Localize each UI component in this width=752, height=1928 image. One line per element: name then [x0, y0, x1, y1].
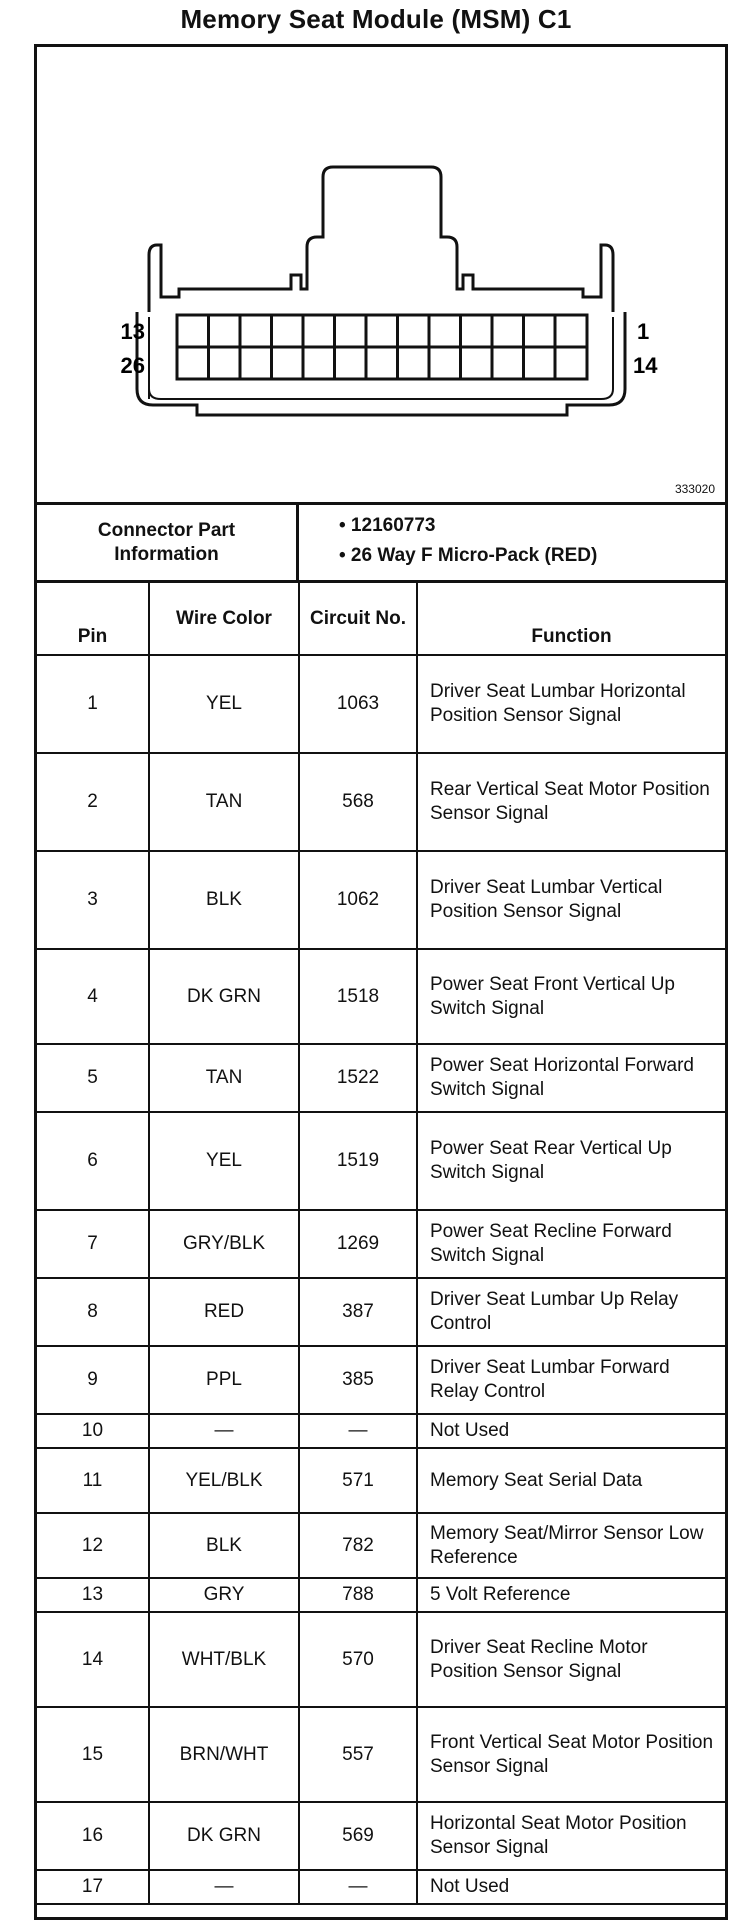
cell-pin: 8 — [37, 1278, 149, 1346]
cell-pin: 9 — [37, 1346, 149, 1414]
header-pin: Pin — [37, 583, 149, 655]
cell-circuit-no: 570 — [299, 1612, 417, 1707]
header-wire-color: Wire Color — [149, 583, 299, 655]
cell-wire-color: RED — [149, 1278, 299, 1346]
cell-pin: 2 — [37, 753, 149, 851]
cell-circuit-no: 1519 — [299, 1112, 417, 1210]
cell-pin: 10 — [37, 1414, 149, 1448]
cell-function: Driver Seat Lumbar Vertical Position Sensor Signal — [417, 851, 725, 949]
document-frame — [34, 44, 728, 1920]
connector-info-label: Connector Part Information — [37, 505, 299, 580]
header-circuit-no: Circuit No. — [299, 583, 417, 655]
cell-circuit-no: — — [299, 1414, 417, 1448]
cell-wire-color: YEL/BLK — [149, 1448, 299, 1513]
connector-info-item: • 12160773 — [339, 515, 436, 536]
cell-wire-color: — — [149, 1414, 299, 1448]
table-row — [37, 851, 725, 949]
table-row — [37, 1513, 725, 1578]
connector-diagram — [37, 47, 725, 505]
table-row — [37, 1612, 725, 1707]
cell-function: Power Seat Horizontal Forward Switch Signal — [417, 1044, 725, 1112]
cell-circuit-no: 1518 — [299, 949, 417, 1044]
cell-pin: 7 — [37, 1210, 149, 1278]
table-row — [37, 1414, 725, 1448]
cell-circuit-no: 1062 — [299, 851, 417, 949]
table-header-row — [37, 583, 725, 655]
table-row — [37, 1346, 725, 1414]
cell-pin: 3 — [37, 851, 149, 949]
cell-function: Not Used — [417, 1870, 725, 1904]
cell-wire-color: — — [149, 1870, 299, 1904]
cell-pin: 14 — [37, 1612, 149, 1707]
cell-function: Front Vertical Seat Motor Position Sensor Signal — [417, 1707, 725, 1802]
cell-pin: 4 — [37, 949, 149, 1044]
cell-function: 5 Volt Reference — [417, 1578, 725, 1612]
cell-pin: 11 — [37, 1448, 149, 1513]
cell-wire-color: BLK — [149, 1513, 299, 1578]
table-row — [37, 949, 725, 1044]
cell-wire-color: BRN/WHT — [149, 1707, 299, 1802]
cell-wire-color: YEL — [149, 1112, 299, 1210]
cell-pin: 16 — [37, 1802, 149, 1870]
table-row — [37, 1044, 725, 1112]
figure-id: 333020 — [674, 482, 715, 496]
connector-part-info — [37, 505, 725, 583]
connector-drawing — [37, 47, 725, 502]
cell-circuit-no: 385 — [299, 1346, 417, 1414]
cell-pin: 6 — [37, 1112, 149, 1210]
table-row — [37, 1448, 725, 1513]
cell-function: Memory Seat/Mirror Sensor Low Reference — [417, 1513, 725, 1578]
cell-wire-color: DK GRN — [149, 949, 299, 1044]
table-row — [37, 753, 725, 851]
table-row — [37, 1578, 725, 1612]
table-row — [37, 1210, 725, 1278]
cell-wire-color: GRY/BLK — [149, 1210, 299, 1278]
pinout-table — [37, 583, 725, 1905]
cell-function: Driver Seat Lumbar Horizontal Position Sensor Signal — [417, 655, 725, 753]
cell-function: Driver Seat Recline Motor Position Sensor Signal — [417, 1612, 725, 1707]
cell-circuit-no: 1063 — [299, 655, 417, 753]
cell-wire-color: BLK — [149, 851, 299, 949]
cell-wire-color: TAN — [149, 1044, 299, 1112]
table-row — [37, 1802, 725, 1870]
cell-function: Power Seat Recline Forward Switch Signal — [417, 1210, 725, 1278]
pin-label-14: 14 — [633, 353, 658, 378]
cell-circuit-no: 782 — [299, 1513, 417, 1578]
cell-circuit-no: 387 — [299, 1278, 417, 1346]
cell-wire-color: PPL — [149, 1346, 299, 1414]
pin-label-13: 13 — [120, 319, 145, 344]
cell-function: Driver Seat Lumbar Up Relay Control — [417, 1278, 725, 1346]
pin-label-26: 26 — [120, 353, 145, 378]
table-row — [37, 1112, 725, 1210]
cell-circuit-no: 1522 — [299, 1044, 417, 1112]
cell-function: Memory Seat Serial Data — [417, 1448, 725, 1513]
cell-function: Horizontal Seat Motor Position Sensor Signal — [417, 1802, 725, 1870]
table-row — [37, 1278, 725, 1346]
cell-function: Power Seat Front Vertical Up Switch Signal — [417, 949, 725, 1044]
pin-label-1: 1 — [637, 319, 650, 344]
cell-function: Power Seat Rear Vertical Up Switch Signal — [417, 1112, 725, 1210]
table-row — [37, 655, 725, 753]
table-row — [37, 1707, 725, 1802]
cell-circuit-no: 569 — [299, 1802, 417, 1870]
table-body — [37, 655, 725, 1904]
cell-circuit-no: 1269 — [299, 1210, 417, 1278]
cell-wire-color: DK GRN — [149, 1802, 299, 1870]
cell-pin: 12 — [37, 1513, 149, 1578]
cell-pin: 1 — [37, 655, 149, 753]
cell-wire-color: GRY — [149, 1578, 299, 1612]
cell-pin: 15 — [37, 1707, 149, 1802]
page-title: Memory Seat Module (MSM) C1 — [180, 4, 572, 34]
connector-info-items — [299, 505, 725, 580]
cell-circuit-no: 557 — [299, 1707, 417, 1802]
cell-wire-color: WHT/BLK — [149, 1612, 299, 1707]
cell-wire-color: YEL — [149, 655, 299, 753]
cell-circuit-no: 788 — [299, 1578, 417, 1612]
cell-pin: 17 — [37, 1870, 149, 1904]
cell-wire-color: TAN — [149, 753, 299, 851]
connector-info-item: • 26 Way F Micro-Pack (RED) — [339, 545, 598, 566]
cell-circuit-no: 571 — [299, 1448, 417, 1513]
header-function: Function — [417, 583, 725, 655]
table-row — [37, 1870, 725, 1904]
cell-function: Rear Vertical Seat Motor Position Sensor Signal — [417, 753, 725, 851]
cell-pin: 13 — [37, 1578, 149, 1612]
cell-function: Driver Seat Lumbar Forward Relay Control — [417, 1346, 725, 1414]
cell-circuit-no: — — [299, 1870, 417, 1904]
cell-pin: 5 — [37, 1044, 149, 1112]
cell-circuit-no: 568 — [299, 753, 417, 851]
cell-function: Not Used — [417, 1414, 725, 1448]
